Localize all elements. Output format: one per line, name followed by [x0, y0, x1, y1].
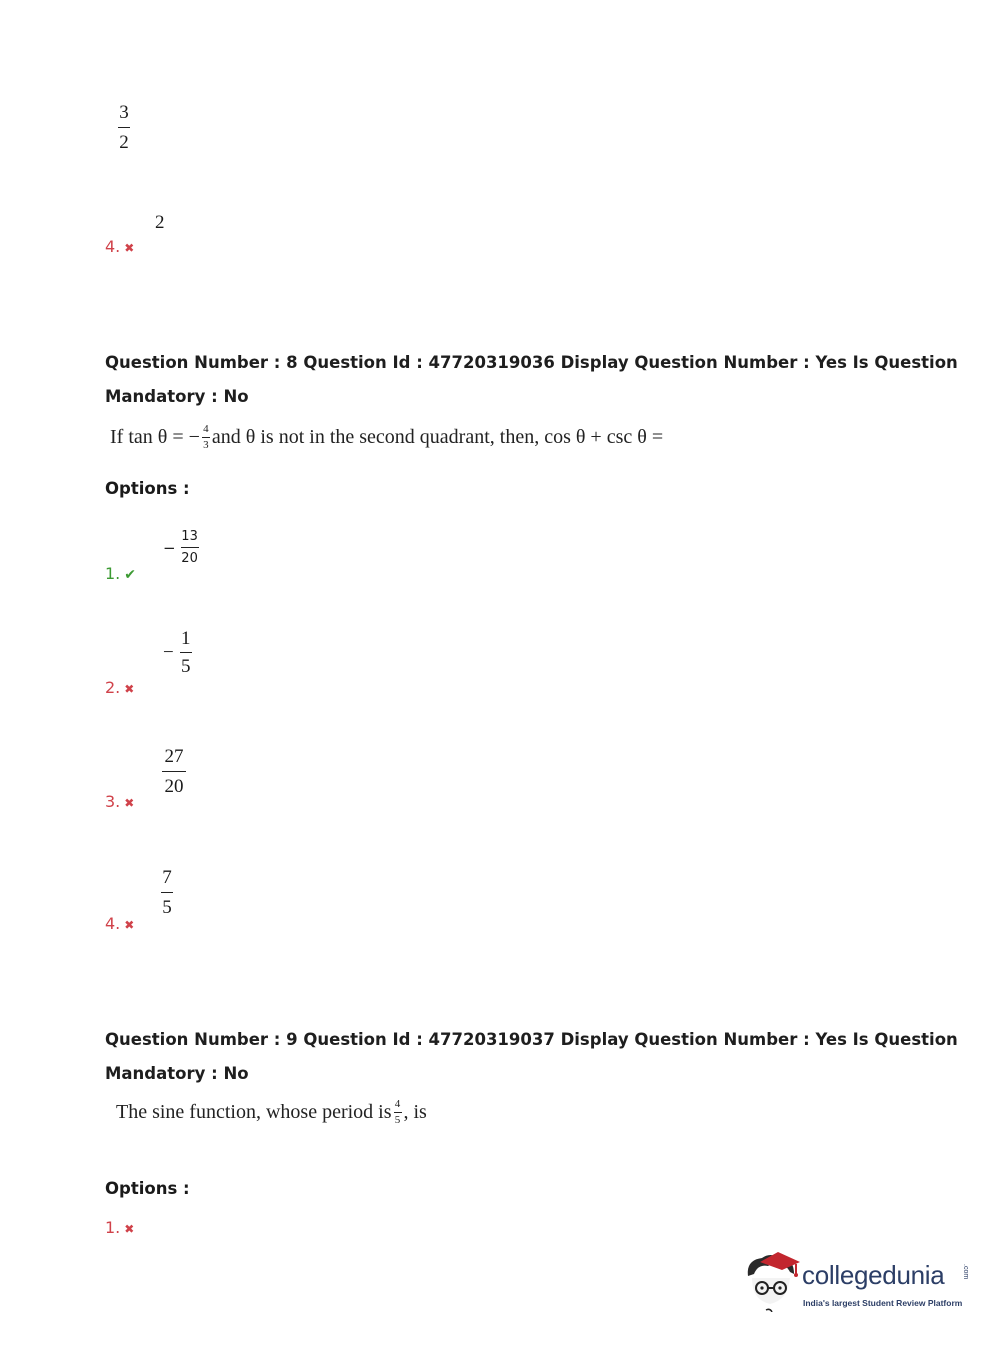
q8-option-2-value: − $\frac{1}{5}$ — [163, 628, 191, 677]
q8-option-4-value: $\frac{7}{5}$ — [162, 867, 172, 918]
q8-header-line1: Question Number : 8 Question Id : 47720319036 Display Question Number : Yes Is Question — [105, 353, 958, 372]
logo-suffix: .com — [962, 1264, 969, 1280]
prev-fraction: $\frac{3}{2}$ — [119, 102, 129, 153]
q8-option-3-value: $\frac{27}{20}$ — [162, 746, 186, 796]
prev-option-4: 4. ✖ — [105, 237, 135, 256]
q8-question-text: If tan θ = − $\frac{4}{3}$ and θ is not in the second quadrant, then, cos θ + csc θ = — [110, 423, 664, 451]
q8-option-4[interactable]: 4. ✖ — [105, 914, 135, 933]
q9-header-line1: Question Number : 9 Question Id : 47720319037 Display Question Number : Yes Is Question — [105, 1030, 958, 1049]
q9-question-text: The sine function, whose period is $\frac{4}{5}$ , is — [116, 1098, 427, 1126]
q8-option-2[interactable]: 2. ✖ — [105, 678, 135, 697]
q8-header-line2: Mandatory : No — [105, 387, 249, 406]
prev-option-4-value: 2 — [155, 212, 165, 233]
wrong-icon: ✖ — [124, 1222, 135, 1236]
q8-option-3[interactable]: 3. ✖ — [105, 792, 135, 811]
logo-tagline: India's largest Student Review Platform — [803, 1298, 963, 1308]
q9-option-1[interactable]: 1. ✖ — [105, 1218, 135, 1237]
q9-header-line2: Mandatory : No — [105, 1064, 249, 1083]
q9-text-fraction: $\frac{4}{5}$ — [394, 1098, 401, 1126]
check-icon: ✔ — [124, 567, 136, 583]
wrong-icon: ✖ — [124, 918, 135, 932]
collegedunia-logo — [740, 1248, 972, 1318]
q9-options-label: Options : — [105, 1179, 190, 1198]
logo-name: collegedunia — [802, 1260, 945, 1290]
q8-options-label: Options : — [105, 479, 190, 498]
q8-option-1-value: − $\frac{13}{20}$ — [163, 529, 198, 566]
mascot-icon — [740, 1250, 802, 1312]
wrong-icon: ✖ — [124, 796, 135, 810]
q8-option-1[interactable]: 1. ✔ — [105, 564, 136, 583]
q8-text-fraction: $\frac{4}{3}$ — [203, 423, 209, 451]
wrong-icon: ✖ — [124, 682, 135, 696]
wrong-icon: ✖ — [124, 241, 135, 255]
